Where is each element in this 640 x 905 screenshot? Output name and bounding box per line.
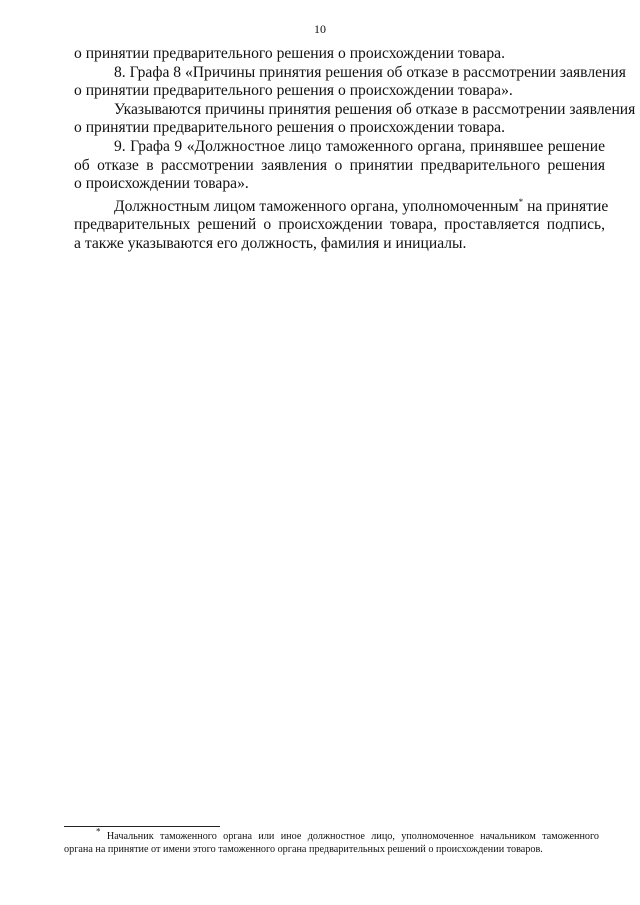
footnote-ref: *	[518, 196, 524, 207]
text-line: 9. Графа 9 «Должностное лицо таможенного органа, принявшее решение	[114, 137, 605, 155]
text-line: 8. Графа 8 «Причины принятия решения об отказе в рассмотрении заявления	[114, 63, 626, 81]
footnote-mark: *	[96, 826, 101, 837]
text-line: о принятии предварительного решения о происхождении товара.	[74, 119, 505, 137]
text-fragment: на принятие	[527, 197, 609, 215]
text-line: предварительных решений о происхождении товара, проставляется подпись,	[74, 216, 605, 234]
text-line: о происхождении товара».	[74, 175, 249, 193]
footnote-line	[64, 826, 600, 843]
text-fragment: Начальник таможенного органа или иное должностное лицо, уполномоченное начальником таможенного	[106, 831, 600, 842]
text-line: об отказе в рассмотрении заявления о принятии предварительного решения	[74, 156, 605, 174]
text-line: Указываются причины принятия решения об отказе в рассмотрении заявления	[114, 100, 636, 118]
footnote-separator	[64, 826, 220, 827]
text-fragment: Должностным лицом таможенного органа, уполномоченным	[114, 197, 519, 215]
document-body	[74, 45, 636, 254]
footnote	[64, 826, 600, 856]
footnote-line: органа на принятие от имени этого таможенного органа предварительных решений о происхождении товаров.	[64, 844, 543, 855]
text-line	[74, 196, 609, 217]
text-line: о принятии предварительного решения о происхождении товара.	[74, 45, 505, 62]
text-line: а также указываются его должность, фамилия и инициалы.	[74, 234, 467, 252]
page-number: 10	[314, 22, 326, 36]
text-line: о принятии предварительного решения о происхождении товара».	[74, 82, 513, 100]
